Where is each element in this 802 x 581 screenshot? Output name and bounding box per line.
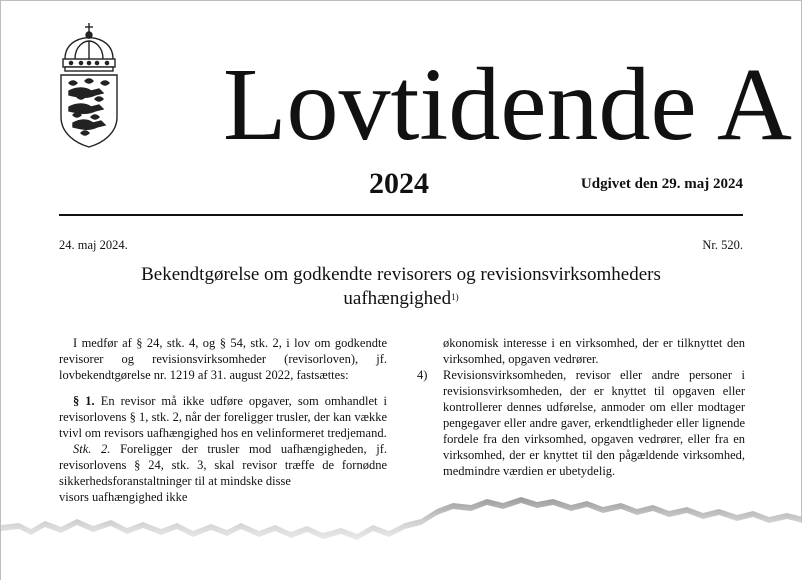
continued-item-text: økonomisk interesse i en virksomhed, der er tilknyttet den virksomhed, opgaven vedrører. — [443, 336, 745, 366]
list-item-4 — [417, 367, 745, 479]
section-1-text: En revisor må ikke udføre opgaver, som omhandlet i revisorlovens § 1, stk. 2, når der foreligger trusler, der kan vække tvivl om revisors uafhængighed hos en velinformeret tredjemand. — [59, 394, 388, 440]
title-line-2 — [59, 287, 743, 311]
torn-paper-edge — [1, 479, 802, 581]
issue-number: Nr. 520. — [702, 238, 743, 252]
right-column — [417, 335, 745, 479]
royal-coat-of-arms-icon — [55, 21, 123, 151]
publication-year: 2024 — [369, 167, 429, 200]
masthead-title: Lovtidende A — [223, 47, 793, 162]
issue-date: 24. maj 2024. — [59, 238, 128, 252]
preamble: I medfør af § 24, stk. 4, og § 54, stk. 2, i lov om godkendte revisorer og revisionsvirksomheder (revisorloven), jf. lovbekendtgørelse nr. 1219 af 31. august 2022, fastsættes: — [59, 336, 387, 382]
header-rule — [59, 214, 743, 216]
section-1-label: § 1. — [73, 394, 95, 408]
stk-2-text: Foreligger der trusler mod uafhængigheden, jf. revisorlovens § 24, stk. 3, skal revisor træffe de fornødne sikkerhedsforanstaltninger til at mindske disse — [59, 442, 387, 488]
list-item-text: Revisionsvirksomheden, revisor eller andre personer i revisionsvirksomheden, der er knyttet til opgaven eller kontrollerer dennes udførelse, anmoder om eller modtager pengegaver eller andre gaver, erkendtligheder eller lignende fordele fra den virksomhed, opgaven vedrører, eller fra en virksomhed, der er knyttet til den pågældende virksomhed, medmindre værdien er ubetydelig. — [443, 368, 745, 478]
title-line-1: Bekendtgørelse om godkendte revisorers og revisionsvirksomheders — [141, 264, 661, 285]
footnote-marker: 1) — [451, 292, 459, 302]
section-1 — [59, 393, 387, 441]
title-line-2-text: uafhængighed — [343, 288, 452, 309]
published-date: Udgivet den 29. maj 2024 — [580, 176, 743, 192]
document-title — [59, 263, 743, 311]
stk-2-fragment: visors uafhængighed ikke — [59, 490, 188, 504]
list-item-number: 4) — [417, 368, 428, 382]
stk-2-label: Stk. 2. — [73, 442, 111, 456]
